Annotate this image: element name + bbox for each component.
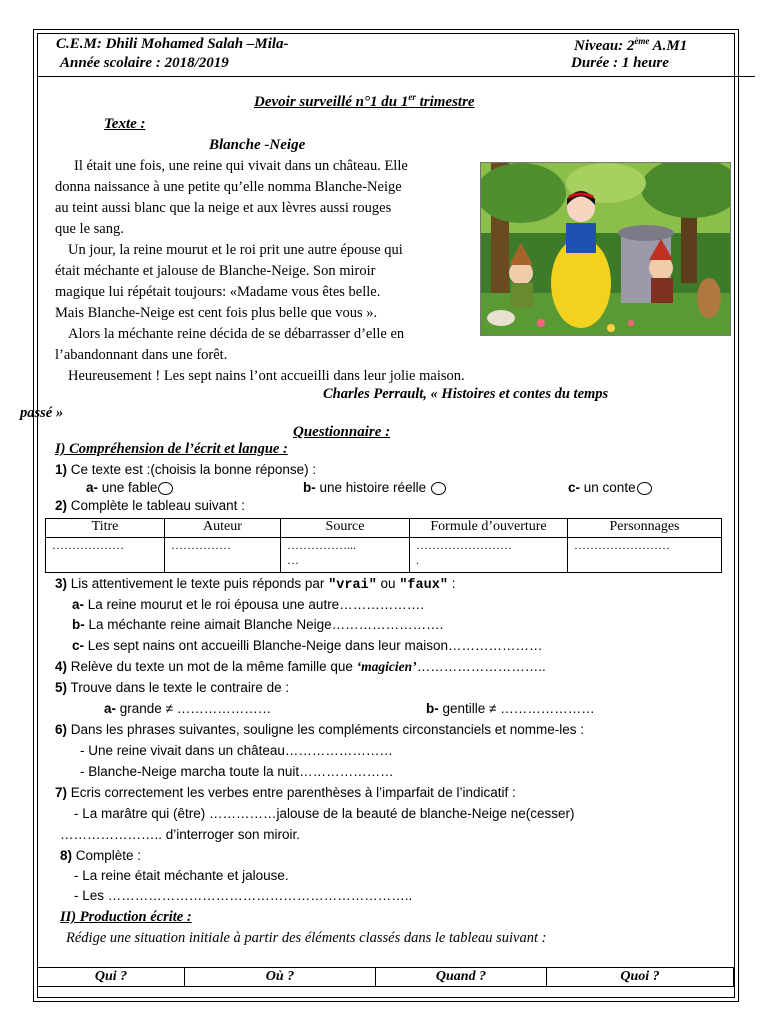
story-line: Il était une fois, une reine qui vivait dans un château. Elle	[74, 158, 408, 174]
exam-title: Devoir surveillé n°1 du 1er trimestre	[254, 92, 475, 110]
question-6: 6) Dans les phrases suivantes, souligne les compléments circonstanciels et nomme-les :	[55, 722, 585, 737]
table-cell[interactable]: ……………………	[568, 538, 722, 573]
q6-item: - Blanche-Neige marcha toute la nuit…………………	[80, 764, 394, 779]
q3-item-c: c- Les sept nains ont accueilli Blanche-Neige dans leur maison…………………	[72, 638, 543, 653]
question-5: 5) Trouve dans le texte le contraire de :	[55, 680, 290, 695]
option-c[interactable]: c- un conte	[568, 480, 652, 495]
exam-duration: Durée : 1 heure	[571, 55, 669, 71]
table-cell[interactable]: …………………… .	[410, 538, 568, 573]
story-line: magique lui répétait toujours: «Madame vous êtes belle.	[55, 284, 381, 300]
q6-item: - Une reine vivait dans un château……………………	[80, 743, 393, 758]
question-7: 7) Ecris correctement les verbes entre parenthèses à l’imparfait de l’indicatif :	[55, 785, 516, 800]
question-2: 2) Complète le tableau suivant :	[55, 498, 245, 513]
section-comprehension: I) Compréhension de l’écrit et langue :	[55, 441, 288, 457]
production-header: Où ?	[185, 968, 376, 987]
question-3: 3) Lis attentivement le texte puis réponds par "vrai" ou "faux" :	[55, 576, 456, 593]
story-line: Heureusement ! Les sept nains l’ont accueilli dans leur jolie maison.	[68, 368, 465, 384]
table-header: Titre	[46, 519, 165, 538]
production-header: Quand ?	[376, 968, 547, 987]
info-table	[45, 518, 722, 573]
story-line: Un jour, la reine mourut et le roi prit une autre épouse qui	[68, 242, 403, 258]
section-production: II) Production écrite :	[60, 909, 192, 925]
table-cell[interactable]: ………………	[46, 538, 165, 573]
story-line: donna naissance à une petite qu’elle nomma Blanche-Neige	[55, 179, 402, 195]
school-year: Année scolaire : 2018/2019	[60, 55, 229, 71]
snow-white-illustration	[480, 162, 731, 336]
story-line: Alors la méchante reine décida de se débarrasser d’elle en	[68, 326, 405, 342]
table-cell[interactable]: ……………... …	[281, 538, 410, 573]
choice-circle-icon[interactable]	[158, 482, 173, 495]
question-1: 1) Ce texte est :(choisis la bonne réponse) :	[55, 462, 317, 477]
table-cell[interactable]: ……………	[165, 538, 281, 573]
production-table	[37, 967, 734, 987]
story-line: l’abandonnant dans une forêt.	[55, 347, 228, 363]
production-instruction: Rédige une situation initiale à partir des éléments classés dans le tableau suivant :	[66, 930, 547, 946]
production-header: Quoi ?	[547, 968, 734, 987]
table-header: Source	[281, 519, 410, 538]
story-line: que le sang.	[55, 221, 124, 237]
texte-label: Texte :	[104, 116, 146, 132]
class-level: Niveau: 2ème A.M1	[574, 36, 688, 54]
q3-item-b: b- La méchante reine aimait Blanche Neige…………………….	[72, 617, 444, 632]
q5-item-a: a- grande ≠ …………………	[104, 701, 272, 716]
production-header: Qui ?	[38, 968, 185, 987]
story-line: Mais Blanche-Neige est cent fois plus belle que vous ».	[55, 305, 378, 321]
q7-line: ………………….. d’interroger son miroir.	[60, 827, 301, 842]
choice-circle-icon[interactable]	[431, 482, 446, 495]
q8-item: - La reine était méchante et jalouse.	[74, 868, 289, 883]
option-a[interactable]: a- une fable	[86, 480, 173, 495]
table-header: Formule d’ouverture	[410, 519, 568, 538]
story-line: était méchante et jalouse de Blanche-Neige. Son miroir	[55, 263, 376, 279]
question-8: 8) Complète :	[60, 848, 142, 863]
q7-line: - La marâtre qui (être) ……………jalouse de la beauté de blanche-Neige ne(cesser)	[74, 806, 575, 821]
table-header: Personnages	[568, 519, 722, 538]
question-4: 4) Relève du texte un mot de la même famille que ‘magicien’………………………..	[55, 659, 546, 674]
header-divider	[37, 76, 755, 77]
option-b[interactable]: b- une histoire réelle	[303, 480, 446, 495]
table-header: Auteur	[165, 519, 281, 538]
q3-item-a: a- La reine mourut et le roi épousa une autre……………….	[72, 597, 424, 612]
school-name: C.E.M: Dhili Mohamed Salah –Mila-	[56, 36, 289, 52]
questionnaire-heading: Questionnaire :	[293, 424, 391, 440]
q8-item: - Les …………………………………………………………..	[74, 888, 413, 903]
story-line: au teint aussi blanc que la neige et aux lèvres aussi rouges	[55, 200, 392, 216]
story-source: Charles Perrault, « Histoires et contes du temps	[323, 386, 609, 402]
story-source-cont: passé »	[20, 405, 64, 421]
choice-circle-icon[interactable]	[637, 482, 652, 495]
story-title: Blanche -Neige	[209, 137, 306, 153]
q5-item-b: b- gentille ≠ …………………	[426, 701, 595, 716]
